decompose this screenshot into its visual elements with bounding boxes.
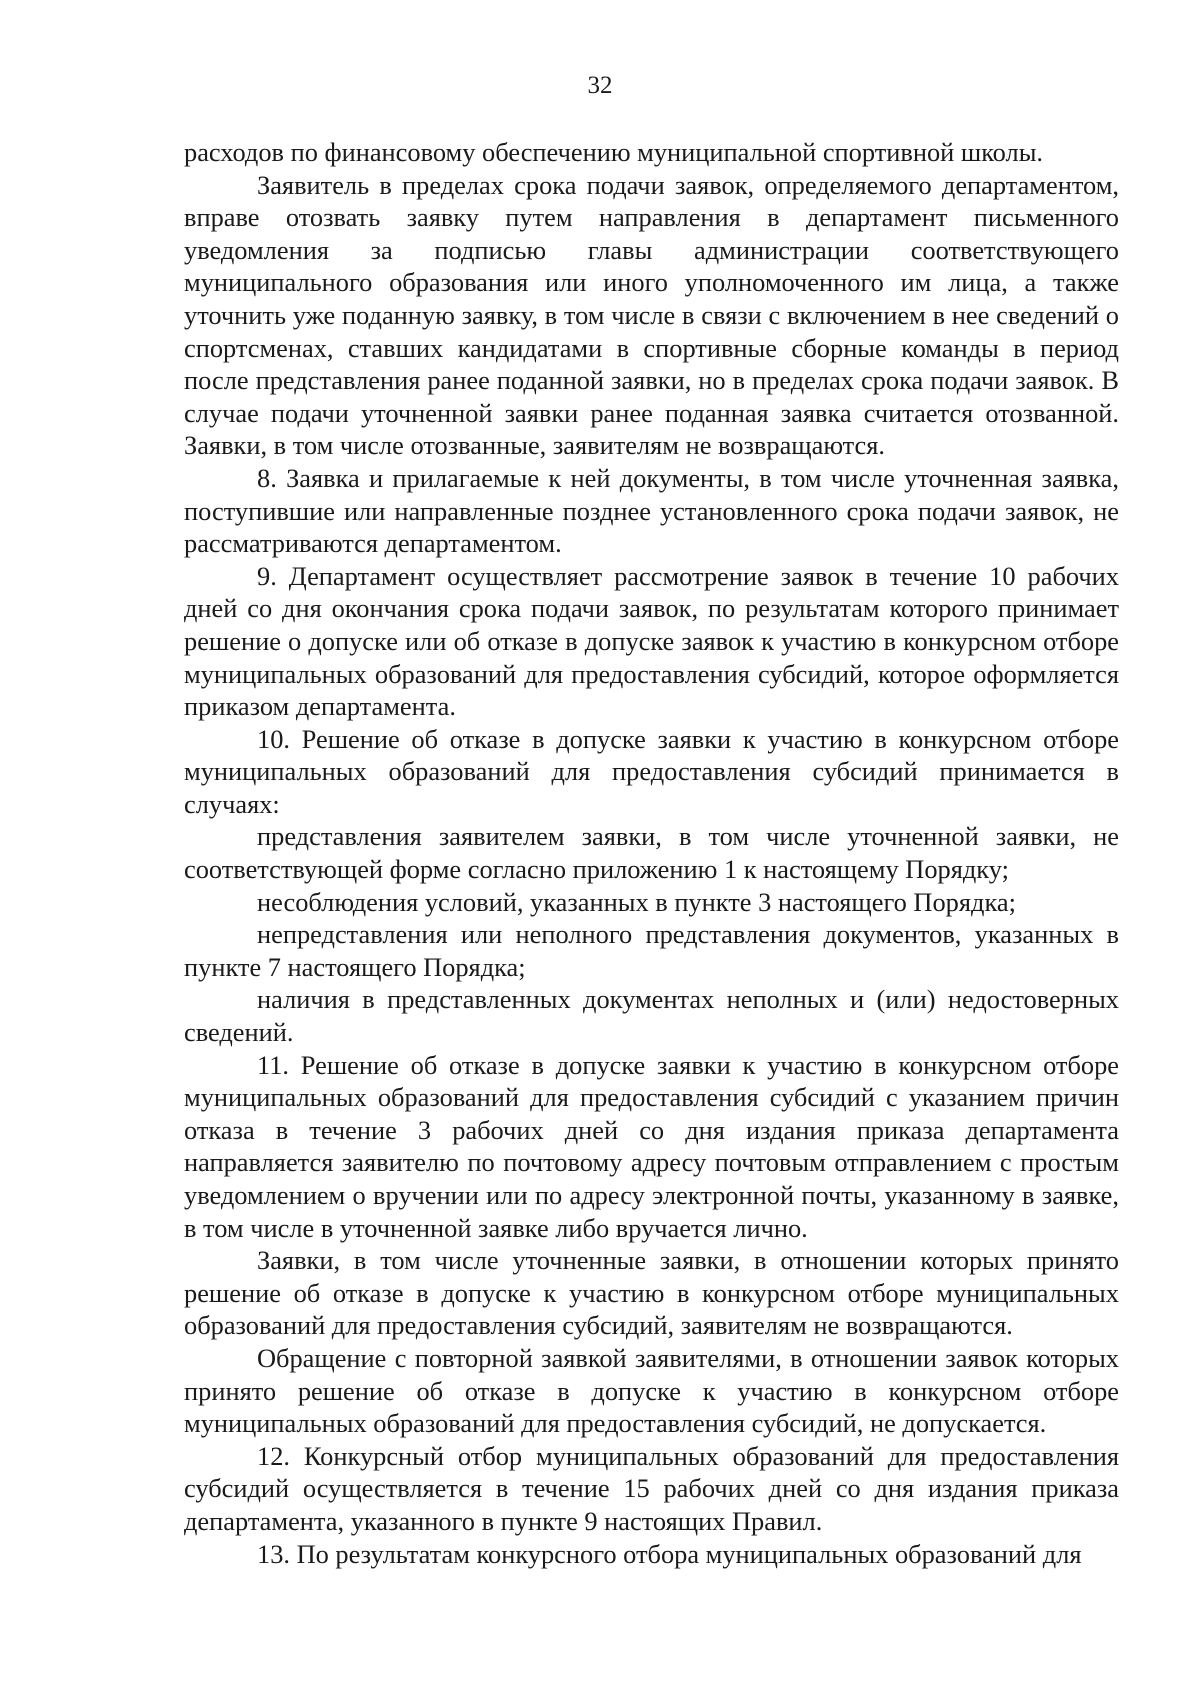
page-number: 32 bbox=[587, 72, 613, 99]
document-body bbox=[184, 136, 1119, 1570]
paragraph-case-form: представления заявителем заявки, в том числе уточненной заявки, не соответствующей форме согласно приложению 1 к настоящему Порядку; bbox=[184, 821, 1119, 885]
paragraph-case-information: наличия в представленных документах неполных и (или) недостоверных сведений. bbox=[184, 984, 1119, 1048]
paragraph-case-conditions: несоблюдения условий, указанных в пункте 3 настоящего Порядка; bbox=[257, 886, 1016, 917]
paragraph-item-10: 10. Решение об отказе в допуске заявки к участию в конкурсном отборе муниципальных образований для предоставления субсидий принимается в случаях: bbox=[184, 723, 1119, 819]
paragraph-item-12: 12. Конкурсный отбор муниципальных образований для предоставления субсидий осуществляется в течение 15 рабочих дней со дня издания приказа департамента, указанного в пункте 9 настоящих Правил. bbox=[184, 1440, 1119, 1536]
paragraph-item-13: 13. По результатам конкурсного отбора муниципальных образований для bbox=[257, 1538, 1082, 1569]
paragraph-item-9: 9. Департамент осуществляет рассмотрение заявок в течение 10 рабочих дней со дня окончания срока подачи заявок, по результатам которого принимает решение о допуске или об отказе в допуске заявок к участию в конкурсном отборе муниципальных образований для предоставления субсидий, которое оформляется приказом департамента. bbox=[184, 560, 1119, 722]
paragraph-continuation: расходов по финансовому обеспечению муниципальной спортивной школы. bbox=[184, 137, 1044, 167]
paragraph-applications-not-returned: Заявки, в том числе уточненные заявки, в отношении которых принято решение об отказе в допуске к участию в конкурсном отборе муниципальных образований для предоставления субсидий, заявителям не возвращаются. bbox=[184, 1245, 1119, 1341]
paragraph-repeat-application: Обращение с повторной заявкой заявителями, в отношении заявок которых принято решение об отказе в допуске к участию в конкурсном отборе муниципальных образований для предоставления субсидий, не допускается. bbox=[184, 1342, 1119, 1439]
paragraph-withdrawal: Заявитель в пределах срока подачи заявок, определяемого департаментом, вправе отозвать заявку путем направления в департамент письменного уведомления за подписью главы администрации соответствующего муниципального образования или иного уполномоченного им лица, а также уточнить уже поданную заявку, в том числе в связи с включением в нее сведений о спортсменах, ставших кандидатами в спортивные сборные команды в период после представления ранее поданной заявки, но в пределах срока подачи заявок. В случае подачи уточненной заявки ранее поданная заявка считается отозванной. Заявки, в том числе отозванные, заявителям не возвращаются. bbox=[184, 169, 1119, 461]
paragraph-case-documents: непредставления или неполного представления документов, указанных в пункте 7 настоящего Порядка; bbox=[184, 919, 1119, 982]
paragraph-item-11: 11. Решение об отказе в допуске заявки к участию в конкурсном отборе муниципальных образований для предоставления субсидий с указанием причин отказа в течение 3 рабочих дней со дня издания приказа департамента направляется заявителю по почтовому адресу почтовым отправлением с простым уведомлением о вручении или по адресу электронной почты, указанному в заявке, в том числе в уточненной заявке либо вручается лично. bbox=[184, 1049, 1119, 1243]
paragraph-item-8: 8. Заявка и прилагаемые к ней документы, в том числе уточненная заявка, поступившие или направленные позднее установленного срока подачи заявок, не рассматриваются департаментом. bbox=[184, 462, 1119, 559]
